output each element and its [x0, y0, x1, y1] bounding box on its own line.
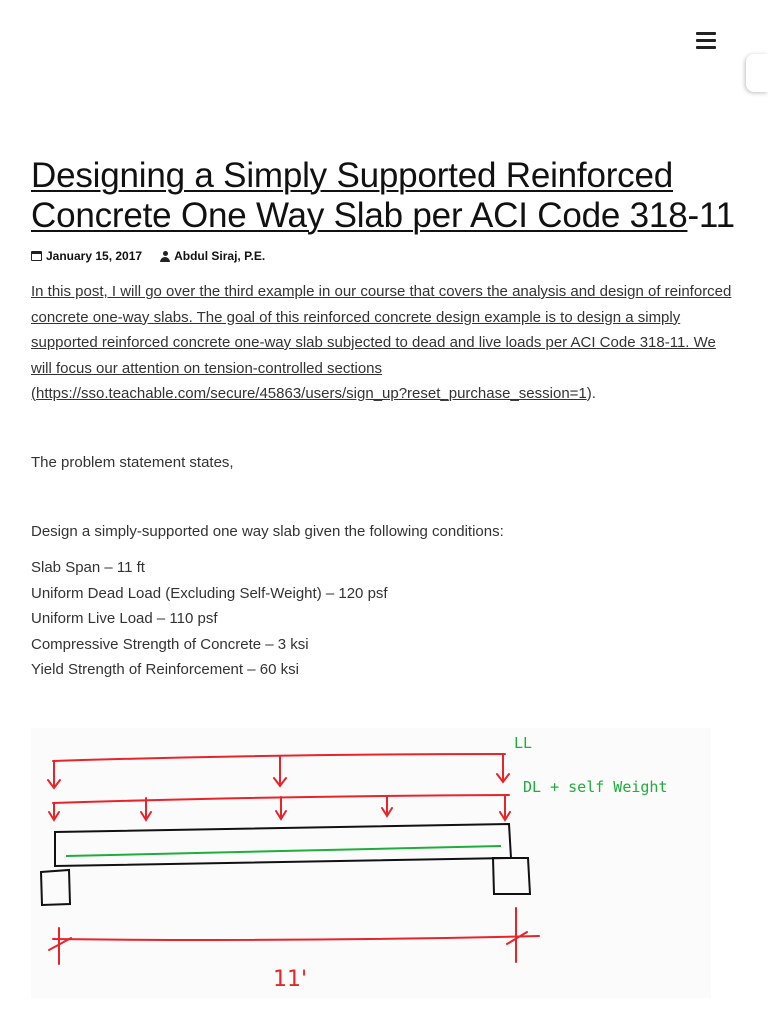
- condition-live-load: Uniform Live Load – 110 psf: [31, 610, 218, 627]
- user-icon: [160, 251, 170, 262]
- figure-label-dl: DL + self Weight: [523, 778, 668, 796]
- post-date: January 15, 2017: [46, 249, 143, 263]
- conditions-list: [31, 555, 388, 683]
- post-author[interactable]: Abdul Siraj, P.E.: [174, 249, 266, 263]
- condition-concrete-strength: Compressive Strength of Concrete – 3 ksi: [31, 635, 309, 653]
- condition-slab-span: Slab Span – 11 ft: [31, 559, 145, 576]
- article-title-suffix: -11: [687, 196, 735, 235]
- problem-statement: The problem statement states,: [31, 454, 234, 471]
- article-meta: [31, 249, 265, 263]
- design-intro: Design a simply-supported one way slab given the following conditions:: [31, 523, 504, 540]
- slab-sketch-figure: [31, 728, 711, 998]
- figure-label-ll: LL: [514, 734, 533, 752]
- hamburger-menu-icon[interactable]: [696, 32, 716, 50]
- condition-yield-strength: Yield Strength of Reinforcement – 60 ksi: [31, 661, 299, 678]
- intro-text-link[interactable]: In this post, I will go over the third example in our course that covers the analysis and design of reinforced concrete one-way slabs. The goal of this reinforced concrete design example is to design a simply supported reinforced concrete one-way slab subjected to dead and live loads per ACI Code 318-11. We will focus our attention on tension-controlled sections (: [31, 283, 732, 402]
- signup-url-link[interactable]: https://sso.teachable.com/secure/45863/users/sign_up?reset_purchase_session=1: [36, 385, 587, 402]
- condition-dead-load: Uniform Dead Load (Excluding Self-Weight) – 120 psf: [31, 584, 388, 602]
- calendar-icon: [31, 251, 42, 261]
- side-tab[interactable]: [746, 54, 768, 92]
- article-title-link[interactable]: Designing a Simply Supported Reinforced Concrete One Way Slab per ACI Code 318: [31, 156, 688, 235]
- figure-label-span: 11': [273, 967, 308, 992]
- article-title: [31, 156, 761, 236]
- intro-paragraph: In this post, I will go over the third example in our course that covers the analysis and design of reinforced concrete one-way slabs. The goal of this reinforced concrete design example is to design a simply supported reinforced concrete one-way slab subjected to dead and live loads per ACI Code 318-11. We will focus our attention on tension-controlled sections (https://sso.teachable.com/secure/45863/users/sign_up?reset_purchase_session=1).: [31, 283, 732, 402]
